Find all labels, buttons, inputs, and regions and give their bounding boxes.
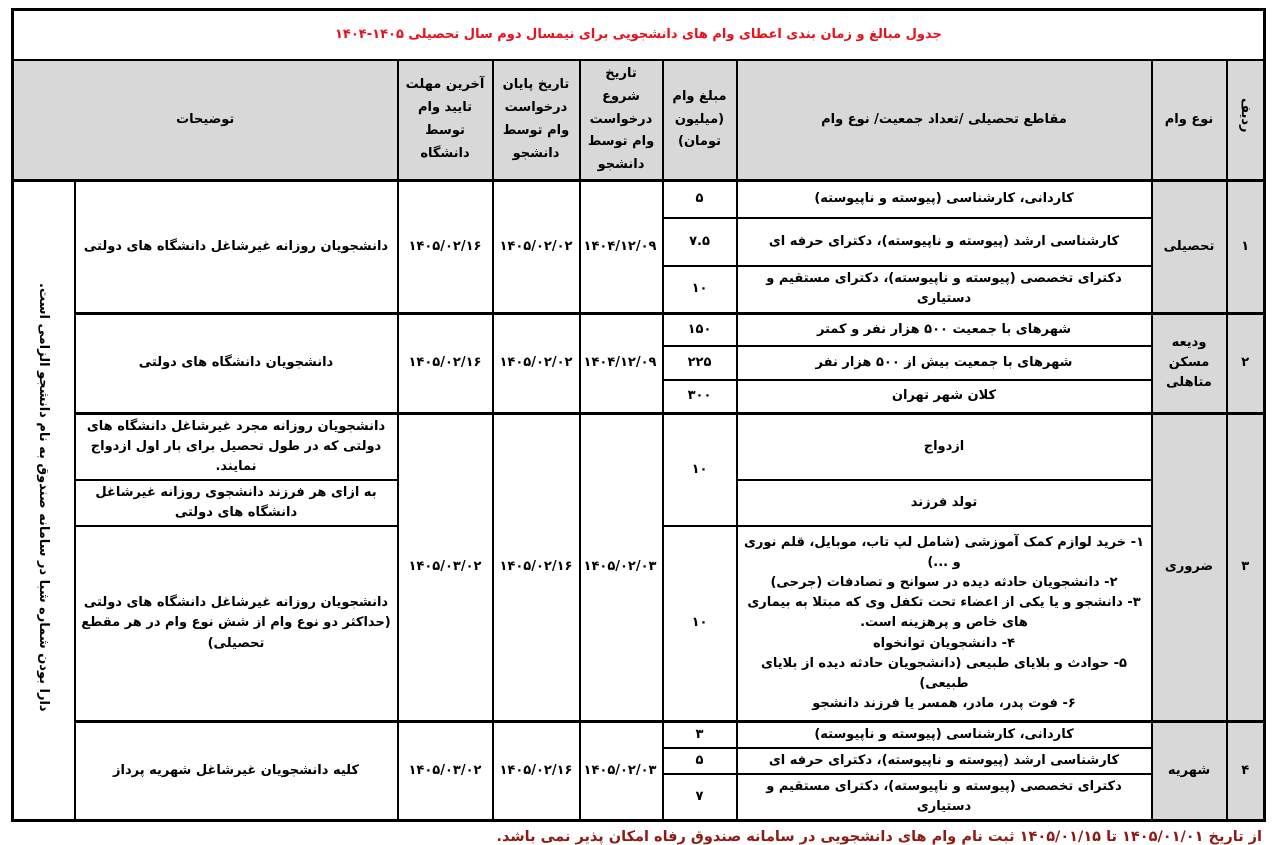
col-header-deadline: آخرین مهلت تایید وام توسط دانشگاه [398, 60, 493, 180]
emergency-item: ۴- دانشجویان توانخواه [872, 635, 1016, 651]
level-cell: کاردانی، کارشناسی (پیوسته و ناپیوسته) [737, 180, 1152, 218]
col-header-loan-type: نوع وام [1152, 60, 1227, 180]
amount-cell: ۱۰ [663, 413, 737, 526]
table-row [12, 313, 1264, 346]
end-date-cell: ۱۴۰۵/۰۲/۱۶ [493, 721, 580, 821]
notes-cell: به ازای هر فرزند دانشجوی روزانه غیرشاغل دانشگاه های دولتی [75, 480, 398, 526]
deadline-cell: ۱۴۰۵/۰۲/۱۶ [398, 313, 493, 413]
deadline-cell: ۱۴۰۵/۰۳/۰۲ [398, 721, 493, 821]
notes-cell: دانشجویان روزانه مجرد غیرشاغل دانشگاه های دولتی که در طول تحصیل برای بار اول ازدواج نمایند. [75, 413, 398, 480]
deadline-cell: ۱۴۰۵/۰۲/۱۶ [398, 180, 493, 313]
header-row [12, 60, 1264, 180]
col-header-notes: توضیحات [12, 60, 397, 180]
notes-cell: دانشجویان روزانه غیرشاغل دانشگاه های دولتی (حداکثر دو نوع وام از شش نوع وام در هر مقطع تحصیلی) [75, 526, 398, 721]
end-date-cell: ۱۴۰۵/۰۲/۰۲ [493, 180, 580, 313]
notes-cell: دانشجویان روزانه غیرشاغل دانشگاه های دولتی [75, 180, 398, 313]
amount-cell: ۷.۵ [663, 218, 737, 266]
col-header-row-no [1227, 60, 1265, 180]
table-row [12, 721, 1264, 748]
notes-cell: کلیه دانشجویان غیرشاغل شهریه پرداز [75, 721, 398, 821]
side-note-text: دارا بودن شماره شبا در سامانه صندوق به نام دانشجو الزامی است. [36, 282, 52, 712]
notes-cell: دانشجویان دانشگاه های دولتی [75, 313, 398, 413]
emergency-item: ۳- دانشجو و یا یکی از اعضاء تحت تکفل وی که مبتلا به بیماری های خاص و پرهزینه است. [747, 595, 1141, 631]
col-header-end-date: تاریخ پایان درخواست وام توسط دانشجو [493, 60, 580, 180]
amount-cell: ۲۲۵ [663, 346, 737, 380]
level-cell: کلان شهر تهران [737, 380, 1152, 413]
amount-cell: ۳۰۰ [663, 380, 737, 413]
loan-type-cell: تحصیلی [1152, 180, 1227, 313]
deadline-cell: ۱۴۰۵/۰۳/۰۲ [398, 413, 493, 721]
col-header-row-no-label: ردیف [1237, 98, 1253, 133]
amount-cell: ۷ [663, 774, 737, 821]
end-date-cell: ۱۴۰۵/۰۲/۱۶ [493, 413, 580, 721]
row-number: ۳ [1227, 413, 1265, 721]
col-header-start-date: تاریخ شروع درخواست وام توسط دانشجو [580, 60, 663, 180]
side-note-cell [12, 180, 74, 821]
end-date-cell: ۱۴۰۵/۰۲/۰۲ [493, 313, 580, 413]
amount-cell: ۱۰ [663, 526, 737, 721]
row-number: ۴ [1227, 721, 1265, 821]
amount-cell: ۵ [663, 748, 737, 774]
level-cell: کارشناسی ارشد (پیوسته و ناپیوسته)، دکترای حرفه ای [737, 748, 1152, 774]
loan-schedule-table [11, 8, 1266, 822]
row-number: ۲ [1227, 313, 1265, 413]
level-cell: ازدواج [737, 413, 1152, 480]
start-date-cell: ۱۴۰۴/۱۲/۰۹ [580, 180, 663, 313]
emergency-item: ۱- خرید لوازم کمک آموزشی (شامل لپ تاب، موبایل، قلم نوری و ...) [743, 534, 1145, 570]
level-cell: شهرهای با جمعیت بیش از ۵۰۰ هزار نفر [737, 346, 1152, 380]
title-row [12, 10, 1264, 61]
start-date-cell: ۱۴۰۴/۱۲/۰۹ [580, 313, 663, 413]
document-title: جدول مبالغ و زمان بندی اعطای وام های دانشجویی برای نیمسال دوم سال تحصیلی ۱۴۰۵-۱۴۰۴ [12, 10, 1264, 61]
level-cell: دکترای تخصصی (پیوسته و ناپیوسته)، دکترای مستقیم و دستیاری [737, 774, 1152, 821]
emergency-item: ۶- فوت پدر، مادر، همسر یا فرزند دانشجو [812, 695, 1076, 711]
start-date-cell: ۱۴۰۵/۰۲/۰۳ [580, 413, 663, 721]
registration-closure-note: از تاریخ ۱۴۰۵/۰۱/۰۱ تا ۱۴۰۵/۰۱/۱۵ ثبت نام وام های دانشجویی در سامانه صندوق رفاه امکان پذیر نمی باشد. [496, 829, 1262, 845]
level-cell: کاردانی، کارشناسی (پیوسته و ناپیوسته) [737, 721, 1152, 748]
emergency-item: ۵- حوادث و بلایای طبیعی (دانشجویان حادثه دیده از بلایای طبیعی) [761, 655, 1127, 691]
emergency-item: ۲- دانشجویان حادثه دیده در سوانح و تصادفات (جرحی) [770, 575, 1118, 591]
loan-type-cell: ودیعه مسکن متاهلی [1152, 313, 1227, 413]
table-row [12, 413, 1264, 480]
amount-cell: ۳ [663, 721, 737, 748]
row-number: ۱ [1227, 180, 1265, 313]
amount-cell: ۵ [663, 180, 737, 218]
level-cell: شهرهای با جمعیت ۵۰۰ هزار نفر و کمتر [737, 313, 1152, 346]
level-cell: کارشناسی ارشد (پیوسته و ناپیوسته)، دکترای حرفه ای [737, 218, 1152, 266]
start-date-cell: ۱۴۰۵/۰۲/۰۳ [580, 721, 663, 821]
emergency-items-cell [737, 526, 1152, 721]
loan-type-cell: شهریه [1152, 721, 1227, 821]
amount-cell: ۱۵۰ [663, 313, 737, 346]
loan-type-cell: ضروری [1152, 413, 1227, 721]
col-header-levels: مقاطع تحصیلی /تعداد جمعیت/ نوع وام [737, 60, 1152, 180]
level-cell: تولد فرزند [737, 480, 1152, 526]
table-row [12, 180, 1264, 218]
level-cell: دکترای تخصصی (پیوسته و ناپیوسته)، دکترای مستقیم و دستیاری [737, 266, 1152, 313]
col-header-amount: مبلغ وام (میلیون تومان) [663, 60, 737, 180]
amount-cell: ۱۰ [663, 266, 737, 313]
